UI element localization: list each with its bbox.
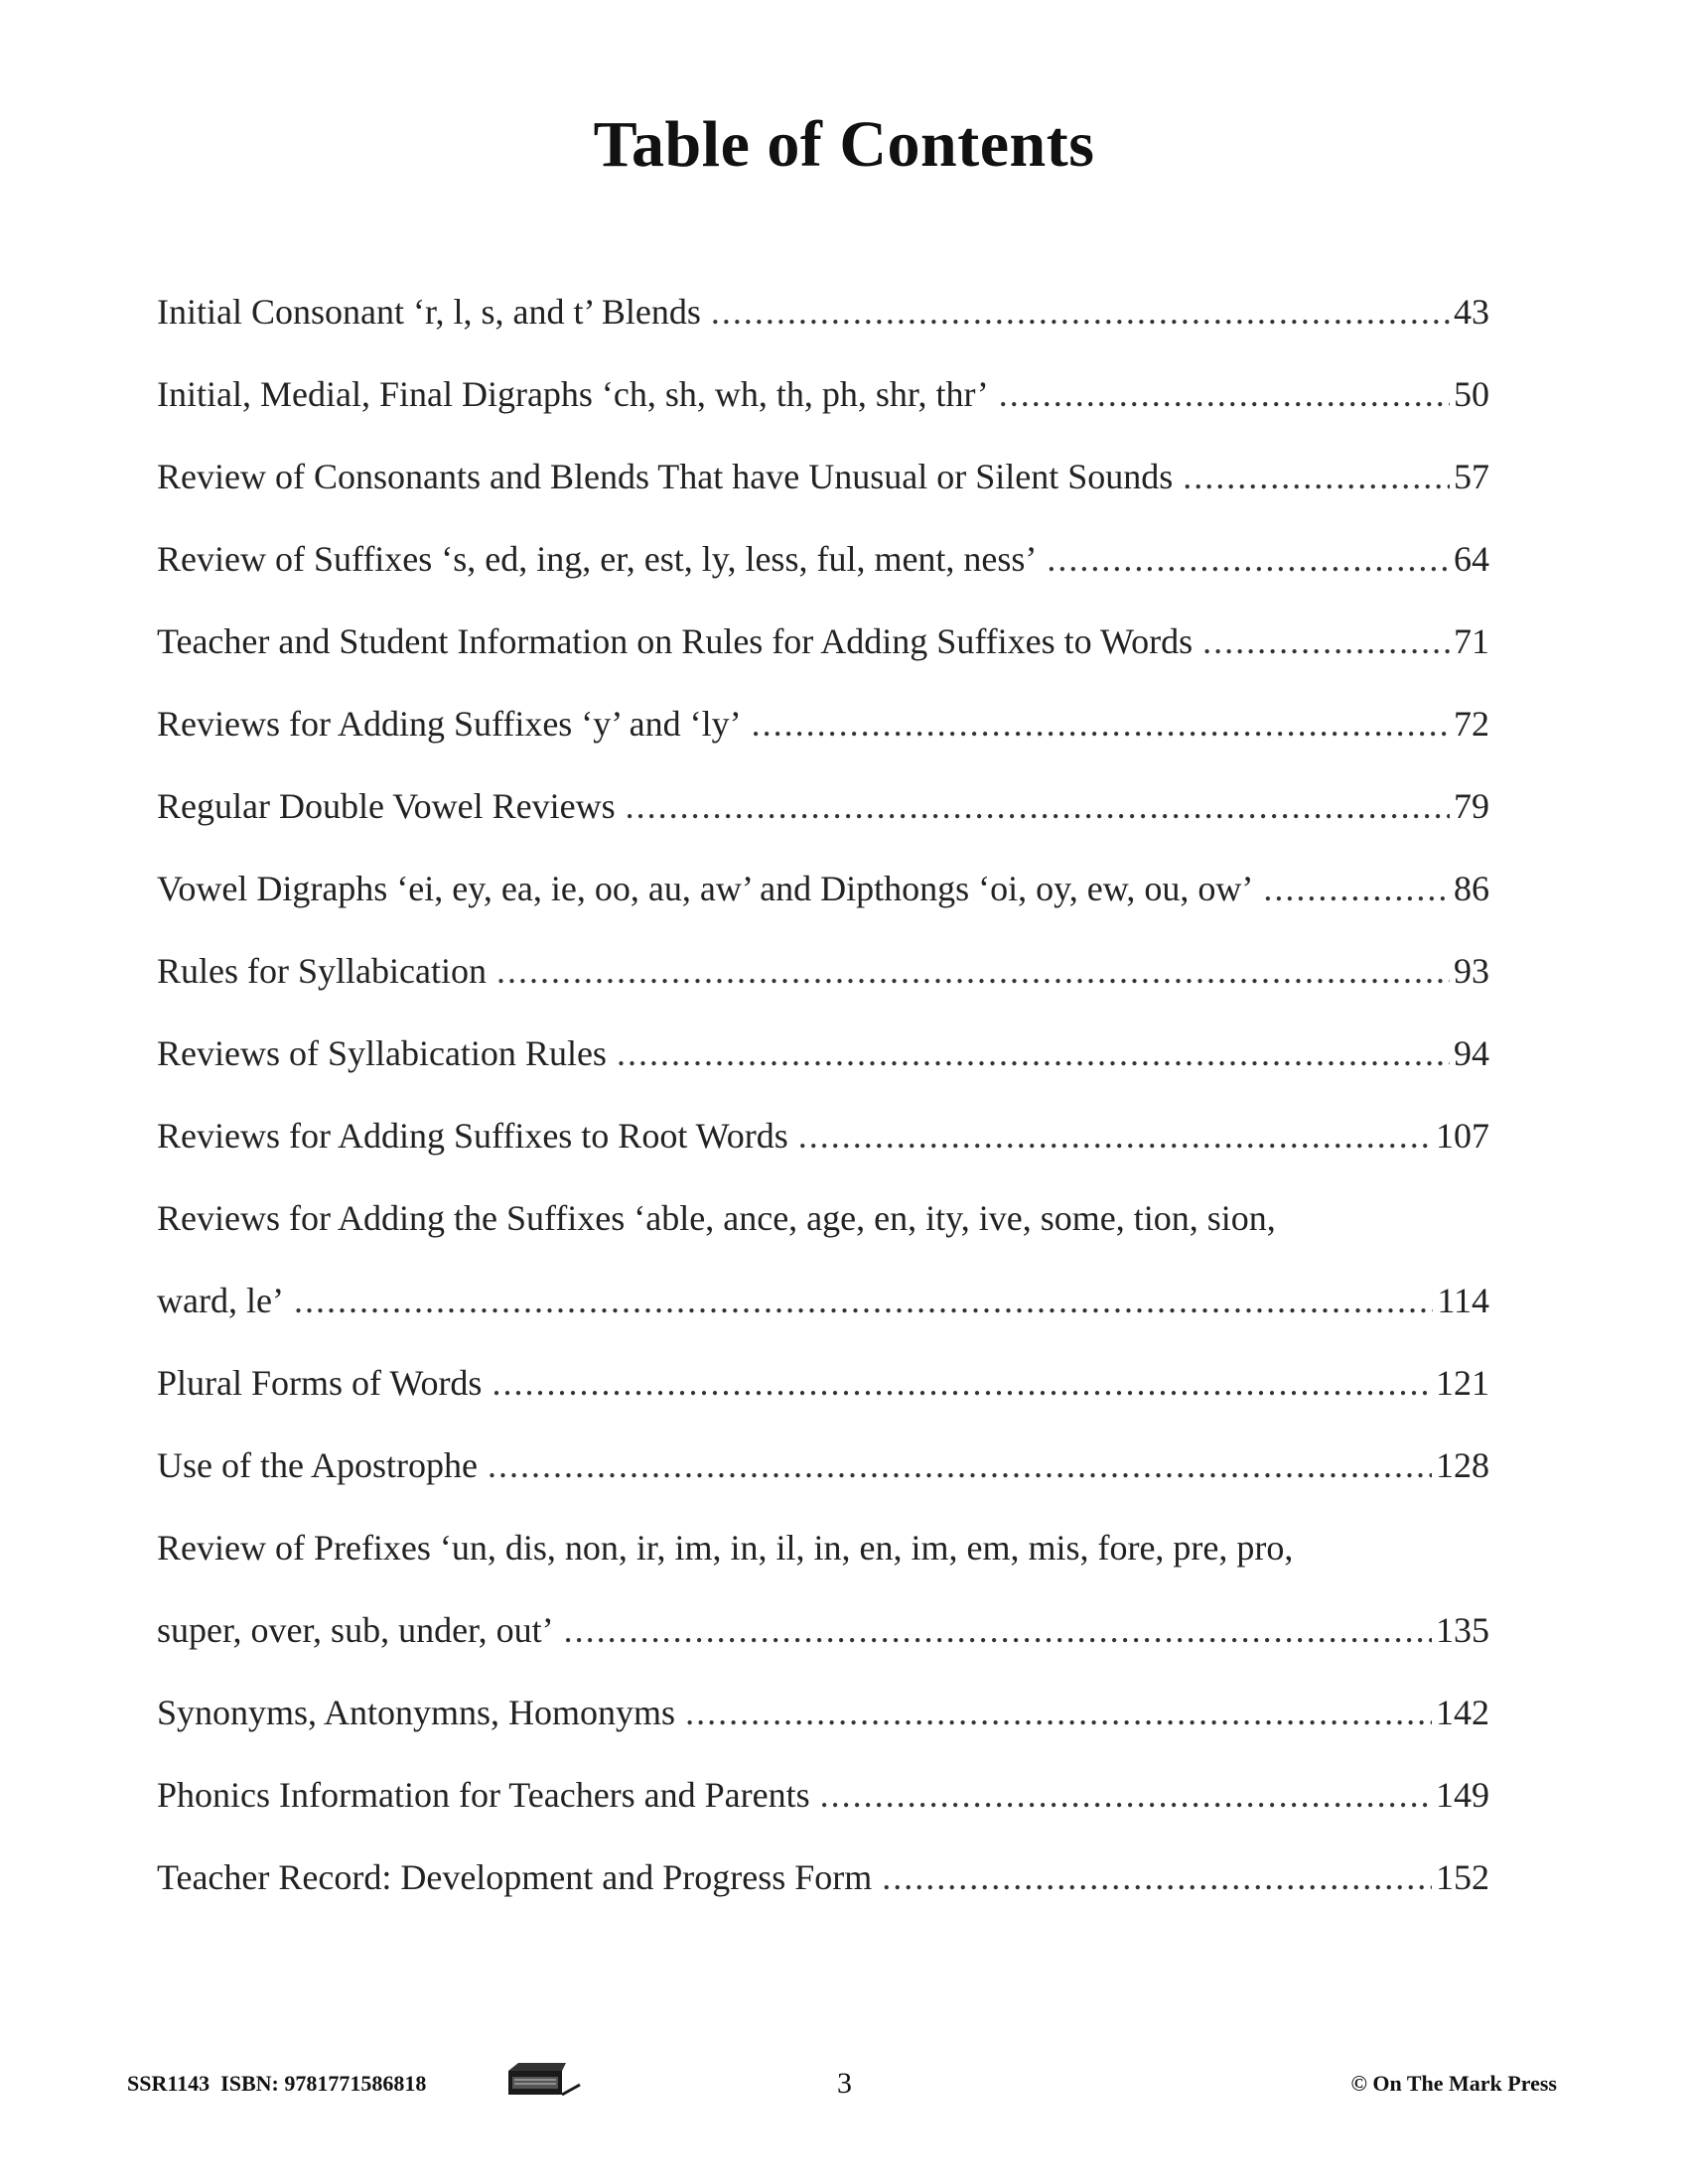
toc-entry-continuation[interactable]	[157, 1598, 1489, 1681]
toc-entry-page: 71	[1454, 621, 1489, 661]
toc-leader-dots	[1047, 527, 1450, 591]
copyright-notice: © On The Mark Press	[1350, 2071, 1557, 2096]
page-title: Table of Contents	[593, 108, 1095, 181]
toc-entry-page: 135	[1436, 1610, 1489, 1650]
toc-entry-page: 94	[1454, 1033, 1489, 1073]
toc-entry[interactable]	[157, 527, 1489, 610]
toc-entry[interactable]	[157, 1516, 1489, 1598]
toc-entry-title: Regular Double Vowel Reviews	[157, 786, 616, 826]
toc-entry-title: Phonics Information for Teachers and Parents	[157, 1775, 810, 1815]
toc-entry-title: Use of the Apostrophe	[157, 1445, 478, 1485]
toc-entry[interactable]	[157, 1351, 1489, 1433]
toc-entry[interactable]	[157, 1763, 1489, 1845]
toc-leader-dots	[1202, 610, 1450, 673]
toc-entry[interactable]	[157, 857, 1489, 939]
toc-entry-page: 86	[1454, 869, 1489, 908]
toc-entry-continuation[interactable]	[157, 1269, 1489, 1351]
table-of-contents	[157, 280, 1489, 1928]
toc-entry-title: Teacher and Student Information on Rules for Adding Suffixes to Words	[157, 621, 1194, 661]
toc-entry-page: 121	[1436, 1363, 1489, 1403]
page-footer	[127, 2053, 1557, 2113]
toc-entry[interactable]	[157, 1104, 1489, 1186]
toc-leader-dots	[626, 774, 1450, 838]
toc-entry[interactable]	[157, 1186, 1489, 1269]
toc-entry[interactable]	[157, 1022, 1489, 1104]
toc-entry[interactable]	[157, 939, 1489, 1022]
toc-entry-title: Synonyms, Antonymns, Homonyms	[157, 1693, 676, 1732]
footer-product-info	[127, 2071, 426, 2097]
isbn-label: ISBN:	[220, 2071, 279, 2096]
toc-leader-dots	[999, 362, 1450, 426]
toc-leader-dots	[798, 1104, 1432, 1167]
toc-entry-title: Reviews for Adding Suffixes to Root Words	[157, 1116, 788, 1156]
toc-entry-page: 72	[1454, 704, 1489, 744]
toc-entry-title: Initial, Medial, Final Digraphs ‘ch, sh, wh, th, ph, shr, thr’	[157, 374, 989, 414]
toc-entry-page: 93	[1454, 951, 1489, 991]
toc-leader-dots	[488, 1433, 1432, 1497]
toc-entry-page: 50	[1454, 374, 1489, 414]
toc-leader-dots	[1263, 857, 1450, 920]
toc-leader-dots	[711, 280, 1450, 343]
toc-entry-title: Reviews for Adding Suffixes ‘y’ and ‘ly’	[157, 704, 742, 744]
toc-leader-dots	[752, 692, 1450, 755]
toc-entry[interactable]	[157, 1845, 1489, 1928]
toc-entry-title: Review of Suffixes ‘s, ed, ing, er, est, ly, less, ful, ment, ness’	[157, 539, 1038, 579]
toc-entry-page: 43	[1454, 292, 1489, 332]
toc-entry-page: 114	[1437, 1281, 1489, 1320]
toc-entry[interactable]	[157, 692, 1489, 774]
toc-leader-dots	[492, 1351, 1432, 1415]
product-code: SSR1143	[127, 2071, 211, 2096]
toc-entry-title: Review of Consonants and Blends That have Unusual or Silent Sounds	[157, 457, 1174, 496]
toc-entry-page: 64	[1454, 539, 1489, 579]
toc-entry-title: Initial Consonant ‘r, l, s, and t’ Blends	[157, 292, 701, 332]
toc-entry-page: 152	[1436, 1857, 1489, 1897]
toc-entry-page: 142	[1436, 1693, 1489, 1732]
toc-entry[interactable]	[157, 1433, 1489, 1516]
toc-entry-title: Plural Forms of Words	[157, 1363, 483, 1403]
toc-entry[interactable]	[157, 1681, 1489, 1763]
toc-leader-dots	[882, 1845, 1432, 1909]
toc-entry[interactable]	[157, 362, 1489, 445]
toc-entry[interactable]	[157, 610, 1489, 692]
toc-entry-title-continued: ward, le’	[157, 1281, 284, 1320]
toc-entry[interactable]	[157, 445, 1489, 527]
toc-entry-title: Vowel Digraphs ‘ei, ey, ea, ie, oo, au, aw’ and Dipthongs ‘oi, oy, ew, ou, ow’	[157, 869, 1254, 908]
toc-leader-dots	[496, 939, 1450, 1003]
isbn-number: 9781771586818	[284, 2071, 427, 2096]
toc-entry-title: Reviews of Syllabication Rules	[157, 1033, 607, 1073]
toc-leader-dots	[1183, 445, 1450, 508]
toc-entry-page: 57	[1454, 457, 1489, 496]
toc-leader-dots	[294, 1269, 1433, 1332]
toc-entry-page: 149	[1436, 1775, 1489, 1815]
toc-entry-title: Rules for Syllabication	[157, 951, 487, 991]
toc-leader-dots	[617, 1022, 1450, 1085]
toc-entry[interactable]	[157, 280, 1489, 362]
toc-entry-title: Reviews for Adding the Suffixes ‘able, ance, age, en, ity, ive, some, tion, sion,	[157, 1198, 1276, 1238]
toc-leader-dots	[685, 1681, 1432, 1744]
page-number: 3	[837, 2067, 852, 2100]
book-logo-icon	[504, 2061, 584, 2101]
toc-entry-title-continued: super, over, sub, under, out’	[157, 1610, 554, 1650]
toc-entry-page: 79	[1454, 786, 1489, 826]
toc-leader-dots	[820, 1763, 1432, 1827]
toc-entry-page: 107	[1436, 1116, 1489, 1156]
toc-entry-title: Review of Prefixes ‘un, dis, non, ir, im, in, il, in, en, im, em, mis, fore, pre, pro,	[157, 1528, 1294, 1568]
toc-entry-page: 128	[1436, 1445, 1489, 1485]
toc-leader-dots	[564, 1598, 1432, 1662]
toc-entry-title: Teacher Record: Development and Progress Form	[157, 1857, 873, 1897]
toc-entry[interactable]	[157, 774, 1489, 857]
